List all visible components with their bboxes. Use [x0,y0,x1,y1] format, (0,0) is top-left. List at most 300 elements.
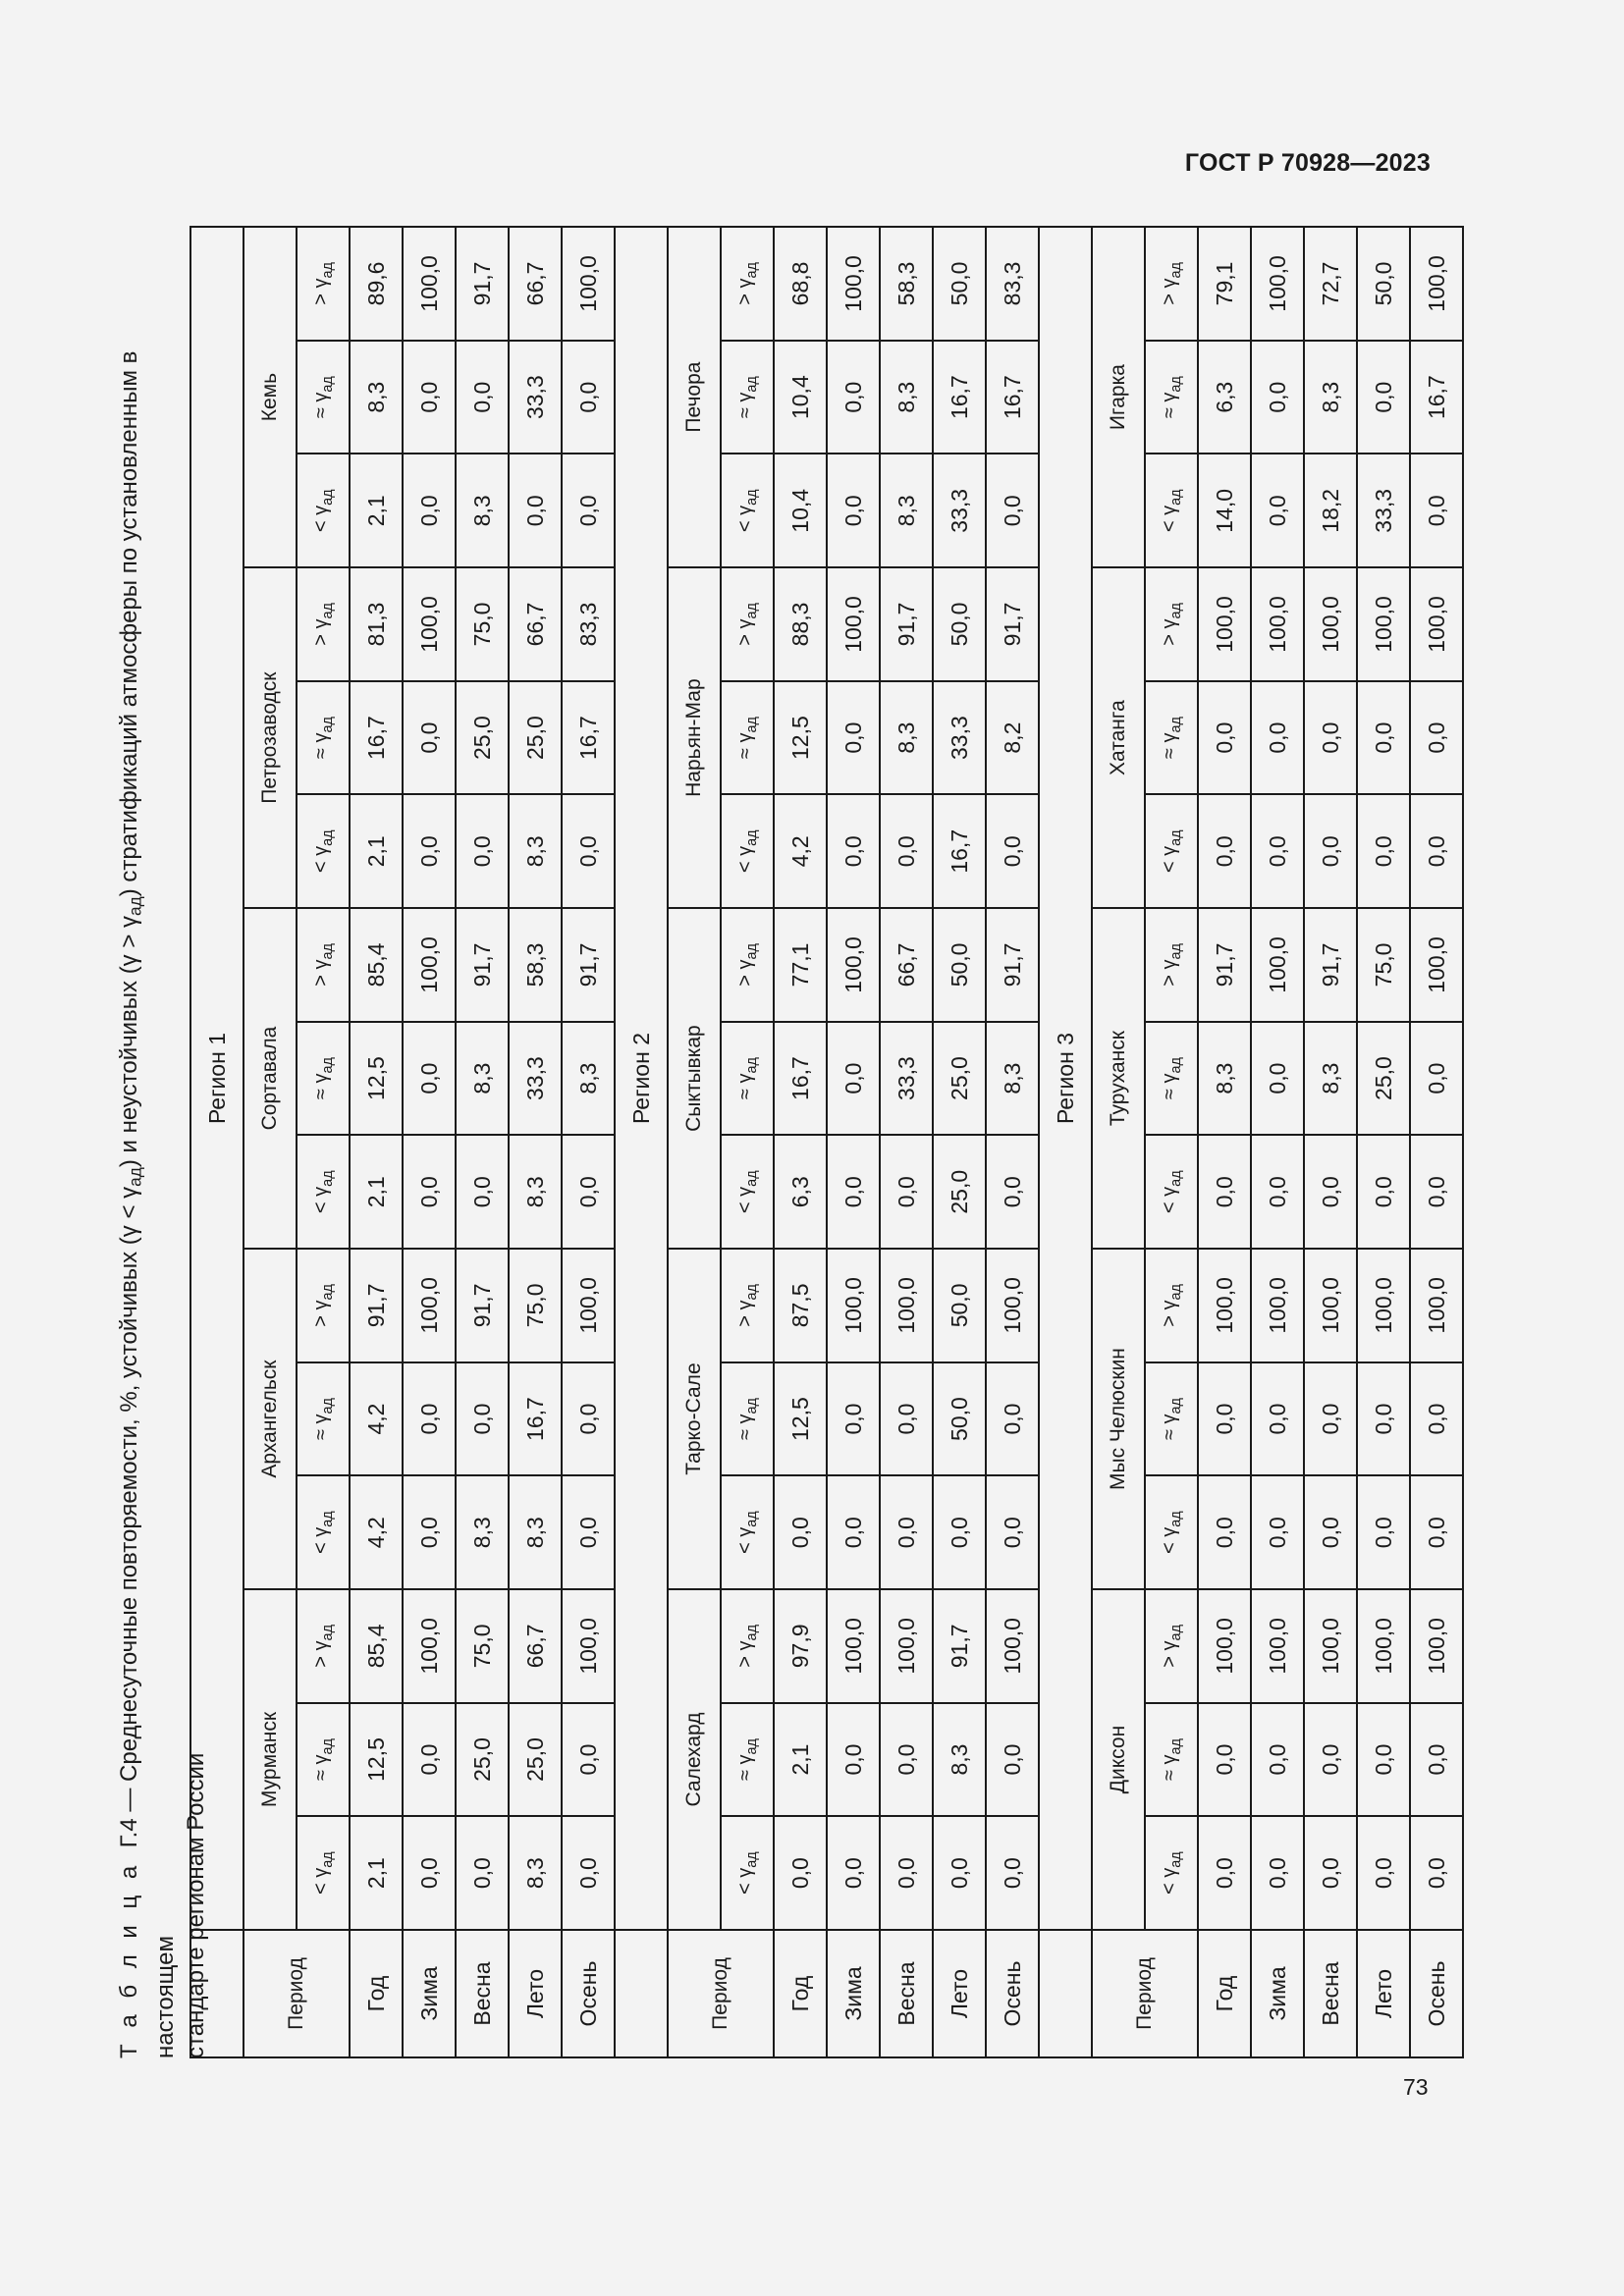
value-cell: 0,0 [1304,1816,1357,1930]
value-cell: 25,0 [456,681,509,795]
value-cell: 0,0 [880,1362,933,1476]
gradient-subheader [297,567,350,681]
value-cell: 16,7 [509,1362,562,1476]
station-name: Игарка [1092,227,1145,567]
period-spacer-cell [190,1930,244,2057]
subheader-symbol: > γ [310,959,332,987]
period-cell: Год [350,1930,403,2057]
value-cell: 25,0 [509,1703,562,1817]
value-cell: 2,1 [350,454,403,567]
value-cell: 0,0 [827,1022,880,1136]
gradient-subheader [721,341,774,454]
subheader-symbol: > γ [1159,1640,1180,1668]
subheader-symbol: ≈ γ [310,1754,332,1781]
value-cell: 0,0 [562,794,615,908]
subheader-symbol: < γ [734,1526,756,1555]
subheader-symbol: > γ [734,618,756,646]
subheader-subscript: ад [744,829,760,846]
value-cell: 58,3 [509,908,562,1022]
value-cell: 0,0 [403,1135,456,1249]
rotated-table-page [114,228,1449,2058]
value-cell: 8,3 [562,1022,615,1136]
subheader-symbol: > γ [734,1640,756,1668]
subheader-row [297,227,350,2057]
subheader-subscript: ад [320,262,336,279]
gradient-subheader [721,1703,774,1817]
value-cell: 100,0 [880,1249,933,1362]
value-cell: 33,3 [509,341,562,454]
value-cell: 100,0 [827,227,880,341]
period-cell: Зима [403,1930,456,2057]
subheader-subscript: ад [1168,1625,1184,1641]
region-title: Регион 1 [190,227,244,1930]
value-cell: 100,0 [1251,908,1304,1022]
value-cell: 100,0 [1251,227,1304,341]
subheader-symbol: < γ [734,505,756,533]
table-row [986,227,1039,2057]
value-cell: 0,0 [827,1135,880,1249]
value-cell: 50,0 [933,567,986,681]
value-cell: 33,3 [933,681,986,795]
value-cell: 0,0 [1251,681,1304,795]
value-cell: 8,3 [509,1475,562,1589]
value-cell: 81,3 [350,567,403,681]
value-cell: 0,0 [933,1475,986,1589]
value-cell: 0,0 [562,341,615,454]
value-cell: 0,0 [1304,794,1357,908]
region-row [1039,227,1092,2057]
station-row [1092,227,1145,2057]
gradient-subheader [721,454,774,567]
value-cell: 91,7 [1198,908,1251,1022]
value-cell: 0,0 [986,1135,1039,1249]
subheader-subscript: ад [320,717,336,733]
gradient-subheader [297,1475,350,1589]
value-cell: 0,0 [1304,1703,1357,1817]
subheader-symbol: > γ [310,618,332,646]
value-cell: 0,0 [774,1816,827,1930]
caption-number: Г.4 [116,1818,142,1848]
value-cell: 8,3 [509,1135,562,1249]
value-cell: 2,1 [350,794,403,908]
value-cell: 0,0 [1251,1475,1304,1589]
value-cell: 72,7 [1304,227,1357,341]
gradient-subheader [297,1362,350,1476]
subheader-subscript: ад [320,603,336,619]
value-cell: 25,0 [509,681,562,795]
period-cell: Осень [562,1930,615,2057]
value-cell: 91,7 [562,908,615,1022]
value-cell: 12,5 [774,1362,827,1476]
value-cell: 100,0 [1357,1589,1410,1703]
value-cell: 0,0 [880,794,933,908]
value-cell: 8,3 [456,454,509,567]
gradient-subheader [721,908,774,1022]
value-cell: 0,0 [880,1475,933,1589]
value-cell: 8,3 [933,1703,986,1817]
gradient-subheader [721,227,774,341]
value-cell: 0,0 [880,1816,933,1930]
value-cell: 0,0 [403,1475,456,1589]
value-cell: 0,0 [1251,1135,1304,1249]
subheader-subscript: ад [1168,1738,1184,1755]
value-cell: 0,0 [1410,794,1463,908]
subheader-symbol: ≈ γ [734,732,756,760]
table-row [880,227,933,2057]
period-cell: Лето [509,1930,562,2057]
subheader-subscript: ад [320,376,336,393]
value-cell: 100,0 [562,227,615,341]
value-cell: 0,0 [1198,1816,1251,1930]
subheader-subscript: ад [1168,717,1184,733]
period-cell: Зима [827,1930,880,2057]
station-row [668,227,721,2057]
value-cell: 18,2 [1304,454,1357,567]
value-cell: 100,0 [1304,1249,1357,1362]
period-cell: Осень [986,1930,1039,2057]
value-cell: 100,0 [562,1589,615,1703]
caption-line-2: стандарте регионам России [183,1752,210,2058]
value-cell: 0,0 [827,1362,880,1476]
value-cell: 0,0 [1357,794,1410,908]
value-cell: 4,2 [774,794,827,908]
value-cell: 0,0 [1410,1135,1463,1249]
subheader-symbol: < γ [734,845,756,874]
value-cell: 25,0 [1357,1022,1410,1136]
value-cell: 91,7 [933,1589,986,1703]
value-cell: 91,7 [986,567,1039,681]
subheader-subscript: ад [1168,376,1184,393]
subheader-subscript: ад [320,1398,336,1415]
value-cell: 0,0 [1304,681,1357,795]
subheader-symbol: < γ [310,505,332,533]
value-cell: 0,0 [456,1135,509,1249]
subheader-row [1145,227,1198,2057]
period-cell: Осень [1410,1930,1463,2057]
subheader-subscript: ад [1168,489,1184,506]
value-cell: 2,1 [350,1135,403,1249]
caption-label: Т а б л и ц а [116,1860,142,2058]
gradient-subheader [297,794,350,908]
subheader-subscript: ад [744,1284,760,1301]
period-spacer-cell [615,1930,668,2057]
subheader-subscript: ад [744,1851,760,1868]
subheader-symbol: > γ [310,1300,332,1327]
gradient-subheader [721,1135,774,1249]
value-cell: 100,0 [827,908,880,1022]
value-cell: 8,3 [880,681,933,795]
subheader-subscript: ад [1168,1511,1184,1527]
value-cell: 0,0 [827,794,880,908]
value-cell: 0,0 [986,454,1039,567]
value-cell: 0,0 [1410,1703,1463,1817]
value-cell: 16,7 [350,681,403,795]
subheader-subscript: ад [744,1057,760,1074]
gradient-subheader [1145,1816,1198,1930]
value-cell: 0,0 [1410,1475,1463,1589]
value-cell: 0,0 [456,1362,509,1476]
value-cell: 0,0 [562,1475,615,1589]
value-cell: 91,7 [880,567,933,681]
station-name: Салехард [668,1589,721,1930]
value-cell: 91,7 [986,908,1039,1022]
value-cell: 4,2 [350,1362,403,1476]
subheader-symbol: > γ [310,1640,332,1668]
gradient-subheader [297,1135,350,1249]
gradient-subheader [1145,1475,1198,1589]
subheader-subscript: ад [744,943,760,960]
subheader-symbol: ≈ γ [310,1414,332,1441]
subheader-symbol: ≈ γ [1159,732,1180,760]
value-cell: 0,0 [1198,1475,1251,1589]
value-cell: 0,0 [986,1816,1039,1930]
subheader-subscript: ад [1168,603,1184,619]
value-cell: 0,0 [1410,1362,1463,1476]
subheader-subscript: ад [744,1170,760,1187]
subheader-symbol: > γ [1159,959,1180,987]
value-cell: 0,0 [562,454,615,567]
value-cell: 0,0 [1357,1703,1410,1817]
gradient-subheader [721,681,774,795]
table-row [933,227,986,2057]
value-cell: 0,0 [1198,1362,1251,1476]
subheader-subscript: ад [320,829,336,846]
value-cell: 8,3 [880,454,933,567]
value-cell: 16,7 [1410,341,1463,454]
subheader-symbol: ≈ γ [734,1754,756,1781]
value-cell: 100,0 [403,567,456,681]
value-cell: 8,3 [1304,1022,1357,1136]
table-row [562,227,615,2057]
value-cell: 88,3 [774,567,827,681]
value-cell: 0,0 [1251,794,1304,908]
value-cell: 0,0 [986,1362,1039,1476]
gradient-subheader [1145,1589,1198,1703]
value-cell: 0,0 [562,1135,615,1249]
value-cell: 0,0 [403,1362,456,1476]
caption-sub-2: ад [125,896,145,916]
value-cell: 75,0 [1357,908,1410,1022]
value-cell: 16,7 [562,681,615,795]
value-cell: 0,0 [827,454,880,567]
value-cell: 87,5 [774,1249,827,1362]
document-id: ГОСТ Р 70928—2023 [1184,149,1431,177]
period-cell: Год [774,1930,827,2057]
value-cell: 83,3 [562,567,615,681]
gradient-subheader [721,567,774,681]
station-name: Мыс Челюскин [1092,1249,1145,1589]
caption-sub-1: ад [125,1167,145,1187]
value-cell: 75,0 [456,567,509,681]
gradient-subheader [1145,1249,1198,1362]
value-cell: 0,0 [562,1816,615,1930]
station-name: Хатанга [1092,567,1145,908]
subheader-symbol: > γ [734,278,756,305]
subheader-subscript: ад [1168,1398,1184,1415]
subheader-symbol: ≈ γ [310,732,332,760]
value-cell: 0,0 [1198,681,1251,795]
value-cell: 50,0 [933,908,986,1022]
gradient-subheader [297,681,350,795]
subheader-subscript: ад [744,1511,760,1527]
value-cell: 0,0 [1251,1816,1304,1930]
value-cell: 8,3 [1304,341,1357,454]
value-cell: 100,0 [403,227,456,341]
subheader-symbol: < γ [1159,505,1180,533]
gradient-subheader [1145,794,1198,908]
value-cell: 25,0 [933,1022,986,1136]
station-name: Мурманск [244,1589,297,1930]
frequency-table [189,226,1464,2058]
value-cell: 33,3 [1357,454,1410,567]
value-cell: 0,0 [1251,1022,1304,1136]
value-cell: 12,5 [350,1703,403,1817]
value-cell: 100,0 [827,567,880,681]
period-cell: Весна [456,1930,509,2057]
station-name: Туруханск [1092,908,1145,1249]
page-number: 73 [1403,2074,1429,2100]
table-row [827,227,880,2057]
subheader-symbol: > γ [1159,1300,1180,1327]
value-cell: 100,0 [1357,1249,1410,1362]
gradient-subheader [297,1249,350,1362]
value-cell: 8,3 [880,341,933,454]
value-cell: 16,7 [986,341,1039,454]
table-row [774,227,827,2057]
gradient-subheader [1145,227,1198,341]
gradient-subheader [297,227,350,341]
value-cell: 58,3 [880,227,933,341]
value-cell: 0,0 [509,454,562,567]
subheader-symbol: < γ [734,1186,756,1214]
table-row [1198,227,1251,2057]
value-cell: 0,0 [1304,1475,1357,1589]
period-spacer-cell [1039,1930,1092,2057]
subheader-subscript: ад [320,1057,336,1074]
period-cell: Год [1198,1930,1251,2057]
subheader-subscript: ад [1168,943,1184,960]
subheader-subscript: ад [320,1851,336,1868]
value-cell: 25,0 [933,1135,986,1249]
subheader-symbol: > γ [310,278,332,305]
value-cell: 0,0 [1410,1022,1463,1136]
gradient-subheader [721,1816,774,1930]
caption-text-1: — Среднесуточные повторяемости, %, устойчивых (γ < γ [116,1186,142,1819]
value-cell: 2,1 [774,1703,827,1817]
subheader-subscript: ад [1168,262,1184,279]
table-row [1251,227,1304,2057]
value-cell: 100,0 [1198,567,1251,681]
value-cell: 66,7 [880,908,933,1022]
value-cell: 0,0 [403,794,456,908]
period-header: Период [1092,1930,1198,2057]
subheader-subscript: ад [744,262,760,279]
period-cell: Весна [1304,1930,1357,2057]
region-title: Регион 3 [1039,227,1092,1930]
subheader-subscript: ад [320,1738,336,1755]
value-cell: 75,0 [509,1249,562,1362]
value-cell: 100,0 [827,1589,880,1703]
value-cell: 16,7 [774,1022,827,1136]
value-cell: 0,0 [1251,341,1304,454]
value-cell: 100,0 [986,1589,1039,1703]
gradient-subheader [721,1475,774,1589]
value-cell: 0,0 [827,1475,880,1589]
caption-text-3: ) стратификаций атмосферы по установленным в настоящем [116,350,180,2058]
value-cell: 100,0 [1251,1589,1304,1703]
subheader-subscript: ад [320,489,336,506]
value-cell: 100,0 [1198,1589,1251,1703]
value-cell: 10,4 [774,454,827,567]
subheader-subscript: ад [744,1738,760,1755]
value-cell: 0,0 [827,681,880,795]
station-name: Тарко-Сале [668,1249,721,1589]
value-cell: 100,0 [1304,567,1357,681]
value-cell: 12,5 [350,1022,403,1136]
value-cell: 8,3 [456,1475,509,1589]
gradient-subheader [297,1022,350,1136]
value-cell: 75,0 [456,1589,509,1703]
value-cell: 0,0 [1304,1362,1357,1476]
gradient-subheader [1145,1362,1198,1476]
gradient-subheader [1145,681,1198,795]
gradient-subheader [721,794,774,908]
subheader-subscript: ад [1168,1057,1184,1074]
value-cell: 100,0 [880,1589,933,1703]
period-header: Период [668,1930,774,2057]
station-name: Сортавала [244,908,297,1249]
value-cell: 100,0 [403,1249,456,1362]
value-cell: 2,1 [350,1816,403,1930]
value-cell: 0,0 [1357,1816,1410,1930]
value-cell: 0,0 [880,1135,933,1249]
value-cell: 100,0 [986,1249,1039,1362]
value-cell: 50,0 [1357,227,1410,341]
value-cell: 8,2 [986,681,1039,795]
subheader-symbol: < γ [1159,845,1180,874]
gradient-subheader [721,1589,774,1703]
value-cell: 33,3 [509,1022,562,1136]
subheader-row [721,227,774,2057]
gradient-subheader [721,1249,774,1362]
value-cell: 8,3 [986,1022,1039,1136]
value-cell: 0,0 [1198,1703,1251,1817]
value-cell: 8,3 [1198,1022,1251,1136]
value-cell: 91,7 [456,227,509,341]
subheader-subscript: ад [744,489,760,506]
station-row [244,227,297,2057]
gradient-subheader [297,1589,350,1703]
station-name: Сыктывкар [668,908,721,1249]
subheader-symbol: < γ [310,845,332,874]
subheader-symbol: ≈ γ [734,1414,756,1441]
value-cell: 16,7 [933,794,986,908]
value-cell: 0,0 [1410,454,1463,567]
value-cell: 0,0 [1410,681,1463,795]
value-cell: 100,0 [1304,1589,1357,1703]
value-cell: 85,4 [350,908,403,1022]
subheader-subscript: ад [320,1284,336,1301]
value-cell: 0,0 [880,1703,933,1817]
value-cell: 50,0 [933,1362,986,1476]
value-cell: 0,0 [986,794,1039,908]
value-cell: 8,3 [456,1022,509,1136]
subheader-subscript: ад [1168,1284,1184,1301]
subheader-subscript: ад [320,1170,336,1187]
value-cell: 6,3 [774,1135,827,1249]
caption-text-2: ) и неустойчивых (γ > γ [116,915,142,1168]
value-cell: 77,1 [774,908,827,1022]
